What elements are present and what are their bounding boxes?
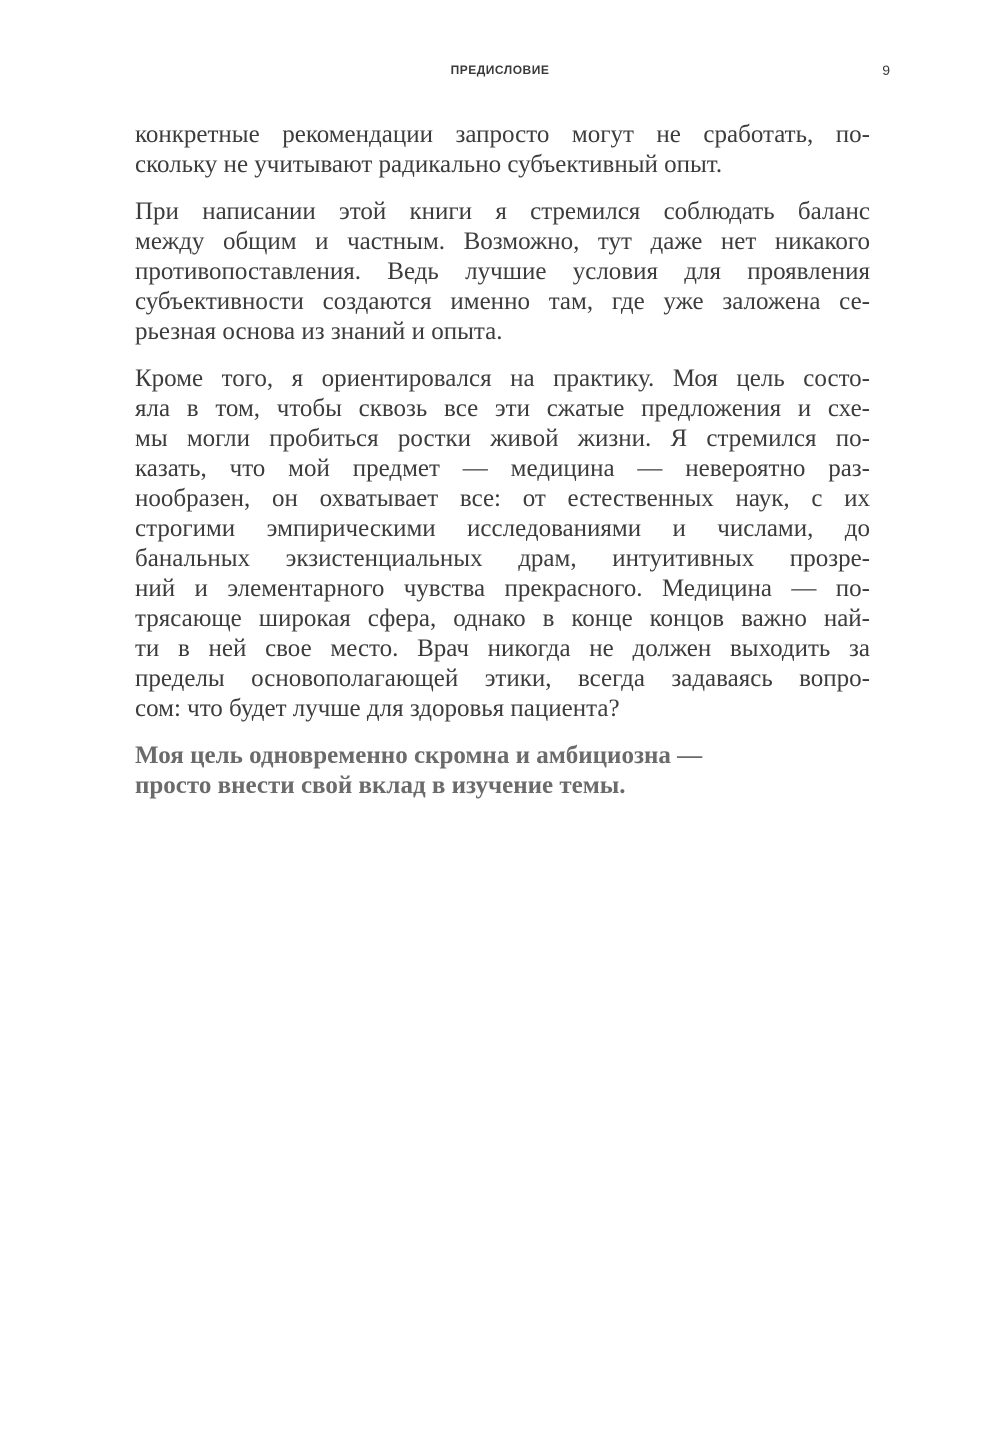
text-line: конкретные рекомендации запросто могут не сработать, по- <box>135 121 870 148</box>
text-line: рьезная основа из знаний и опыта. <box>135 318 503 345</box>
text-line: яла в том, чтобы сквозь все эти сжатые предложения и схе- <box>135 395 870 422</box>
text-line: между общим и частным. Возможно, тут даже нет никакого <box>135 228 870 255</box>
text-line: казать, что мой предмет — медицина — невероятно раз- <box>135 455 870 482</box>
running-header <box>0 60 1000 80</box>
text-line: трясающе широкая сфера, однако в конце концов важно най- <box>135 605 870 632</box>
page-number: 9 <box>882 62 890 78</box>
text-line: строгими эмпирическими исследованиями и числами, до <box>135 515 870 542</box>
text-line: просто внести свой вклад в изучение темы. <box>135 772 626 799</box>
text-line: нообразен, он охватывает все: от естественных наук, с их <box>135 485 870 512</box>
text-line: Моя цель одновременно скромна и амбициозна — <box>135 742 703 769</box>
paragraph-2 <box>135 197 870 347</box>
text-line: банальных экзистенциальных драм, интуитивных прозре- <box>135 545 870 572</box>
paragraph-3 <box>135 364 870 724</box>
text-line: ти в ней свое место. Врач никогда не должен выходить за <box>135 635 870 662</box>
highlighted-paragraph <box>135 741 870 801</box>
text-line: противопоставления. Ведь лучшие условия для проявления <box>135 258 870 285</box>
text-line: скольку не учитывают радикально субъективный опыт. <box>135 151 723 178</box>
text-line: пределы основополагающей этики, всегда задаваясь вопро- <box>135 665 870 692</box>
text-line: мы могли пробиться ростки живой жизни. Я стремился по- <box>135 425 870 452</box>
section-title: ПРЕДИСЛОВИЕ <box>450 63 550 77</box>
paragraph-1 <box>135 120 870 180</box>
body-text <box>135 120 870 818</box>
text-line: Кроме того, я ориентировался на практику. Моя цель состо- <box>135 365 870 392</box>
text-line: сом: что будет лучше для здоровья пациента? <box>135 695 620 722</box>
text-line: субъективности создаются именно там, где уже заложена се- <box>135 288 870 315</box>
text-line: При написании этой книги я стремился соблюдать баланс <box>135 198 870 225</box>
text-line: ний и элементарного чувства прекрасного. Медицина — по- <box>135 575 870 602</box>
